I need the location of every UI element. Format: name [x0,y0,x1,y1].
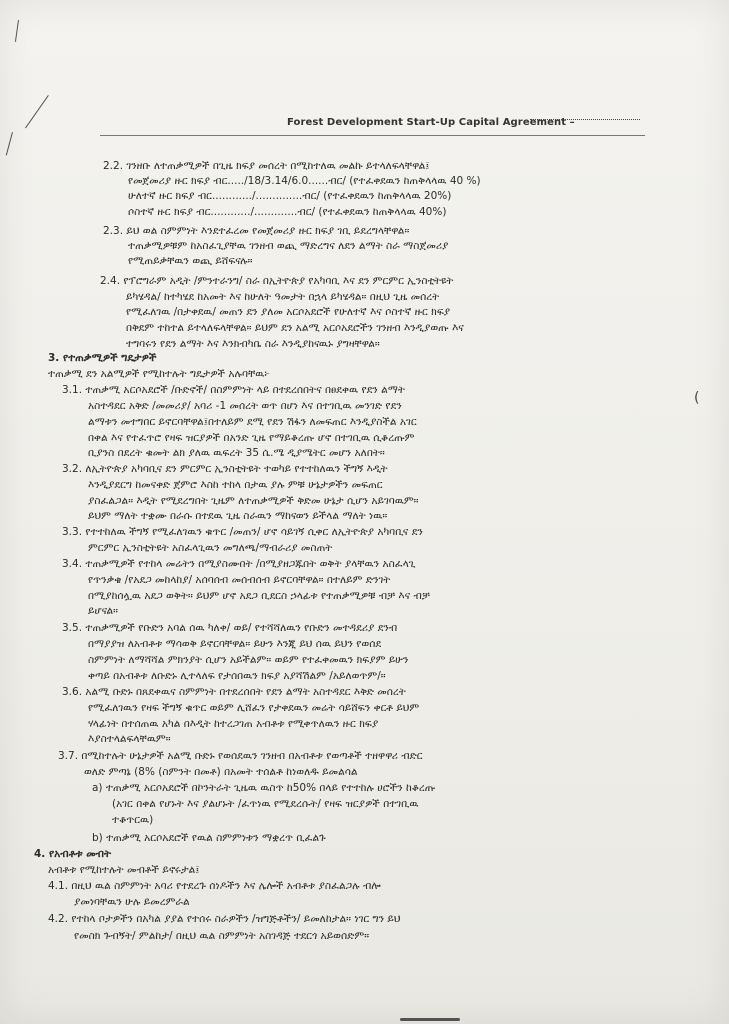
text-line: በቀል እና የተፈጥሮ የዛፍ ዝርያዎች በአንድ ጊዜ የማይቆረጡ ሆኖ በተገቢዉ ሲቆረጡም [88,432,415,444]
text-line: የሚፈለገዉን የዛፍ ችግኝ ቁጥር ወይም ሊሸፈን የታቀደዉን መሬት ሳይሸፍን ቀርቶ ይህም [88,702,420,714]
text-line: ይካሄዳል/ ከተካሄደ ከአመት እና ከሁለት ዓመታት በኋላ ይካሄዳል። በዚህ ጊዜ መሰረት [126,291,440,303]
text-line: የጥንቃቄ /የአደጋ መከላከያ/ አሰባሰብ መሰብሰብ ይኖርባቸዋል። በተለይም ድንገት [88,574,391,586]
text-line: ልማቱን መተግበር ይኖርባቸዋል፤በተለይም ደሚ የደን ሽፋን ለመፍጠር እንዲያስችል አገር [88,416,417,428]
text-line: እንዲያደርግ ከመናቀድ ጀምሮ እስከ ተከላ በታዉ ያሉ ምቹ ሁኔታዎችን መፍጠር [88,479,383,491]
text-line: ወለድ ምጣኔ (8% (ስምንት በመቶ) በአመት ተሰልቶ ከነወለዱ ይመልሳል [84,766,358,778]
margin-bracket: ( [694,390,700,406]
section-heading: 3. የተጠቃሚዎች ግዴታዎች [48,352,157,364]
text-line: ተግባሩን የደን ልማት እና እንክብካቤ ስራ እንዲያከናዉኑ ያግዛቸዋል። [126,338,380,350]
text-line: ሁለተኛ ዙር ክፍያ ብር............/..............ብር/ (የተፈቀደዉን ከጠቅላላዉ 20%) [128,190,452,202]
text-line: 2.4. የፕሮግራም አዲት /ምንተራንግ/ ስራ በኢትዮጵያ የአካባቢ እና ደን ምርምር ኢንስቲትዩት [100,275,454,287]
section-heading: 4. የአብቶቱ መብት [34,848,112,860]
text-line: ያመነባቸዉን ሁሉ ይመረምራል [74,896,190,908]
document-header: Forest Development Start-Up Capital Agreement – [287,117,575,128]
text-line: 3.4. ተጠቃሚዎች የተከላ መሬትን በሚያስሙበት /በሚያዘጋጁበት ወቅት ያላቸዉን አስፈላጊ [62,558,416,570]
text-line: ተጠቃሚዎቹም ከአስፈጊያቸዉ ገንዘብ ወጪ ማድረግና ለደን ልማት ስራ ማስጀመሪያ [128,240,449,252]
text-line: 2.3. ይህ ወል ስምምነት እንደተፈረመ የመጀመሪያ ዙር ክፍያ ገቢ ይደረግላቸዋል። [103,225,410,237]
text-line: (አገር በቀል የሆኑት እና ያልሆኑት /ፈጥነዉ የሚደረሱት/ የዛፍ ዝርያዎች በተገቢዉ [112,798,419,810]
header-rule [100,135,645,136]
text-line: ሶስተኛ ዙር ክፍያ ብር............/.............ብር/ (የተፈቀደዉን ከጠቅላላዉ 40%) [128,206,447,218]
text-line: 4.2. የተከላ ቦታዎችን በአካል ያያል የተሰሩ ስራዎችን /ዝግጅቶችን/ ይመለከታል። ነገር ግን ይህ [48,913,401,925]
text-line: 3.3. የተተከለዉ ችግኝ የሚፈለገዉን ቁጥር /መጠን/ ሆኖ ሳይገኝ ሲቀር ለኢትዮጵያ አካባቢና ደን [62,526,423,538]
text-line: በቅደም ተከተል ይተላለፍላቸዋል። ይህም ደን አልሚ አርሶአደሮችን ገንዘብ እንዲያወጡ እና [126,322,464,334]
text-line: የሚጠይቃቸዉን ወጪ ይሸፍናሉ። [128,255,253,267]
text-line: ሃላፊነት በተሰጠዉ አካል በእዲት ከተረጋገጠ አብቶቱ የሚቀጥለዉን ዙር ክፍያ [88,718,379,730]
text-line: የመስክ ጉብኝት/ ምልከታ/ በዚህ ዉል ስምምነት አስገዳጅ ተደርጎ አይወሰድም። [74,930,370,942]
text-line: 2.2. ገንዘቡ ለተጠቃሚዎች በጊዜ ክፍያ መሰረት በሚከተለዉ መልኩ ይተላለፍላቸዋል፤ [103,160,430,172]
text-line: የሚፈለገዉ /በታቀደዉ/ መጠን ደን ያለመ አርሶአደሮች የሁለተኛ እና ሶስተኛ ዙር ክፍያ [126,306,451,318]
text-line: ስምምነት ለማሻሻል ምክንያት ሲሆን አይችልም። ወይም የተፈቀመዉን ክፍያም ይሁን [88,654,409,666]
pen-mark [25,95,49,128]
text-line: አስተዳደር አቅድ /መመሪያ/ አባሪ -1 መሰረት ወጥ በሆነ እና በተገቢዉ መንገድ የደን [88,400,402,412]
text-line: እያስተላልፍላቸዉም። [88,733,171,745]
text-line: b) ተጠቃሚ አርሶአደሮች የዉል ስምምነቱን ማቋረጥ ቢፈልጉ [92,832,326,844]
text-line: የመጀመሪያ ዙር ክፍያ ብር...../18/3.14/6.0......ብር/ (የተፈቀደዉን ከጠቅላላዉ 40 %) [128,175,481,187]
text-line: በማያያዝ ለአብቶቱ ማሳወቅ ይኖርባቸዋል። ይሁን እንጂ ይህ ሰዉ ይህን የወሰደ [88,638,382,650]
text-line: ቢያንስ በደረት ቁመት ልክ ያለዉ ዉፍረት 35 ሴ.ሜ ዲያሜትር መሆን አለበት። [88,447,385,459]
header-dotted-line [530,119,640,120]
text-line: 3.2. ለኢትዮጵያ አካባቢና ደን ምርምር ኢንስቲትዩት ተወካይ የተተከለዉን ችግኝ እዲት [62,463,388,475]
pen-mark [6,132,13,155]
text-line: a) ተጠቃሚ አርሶአደሮች በኮንትራት ጊዜዉ ዉስጥ ከ50% በላይ የተተከሉ ሀሮችን ከቆረጡ [92,782,436,794]
text-line: ይህም ማለት ተቋሙ በራሱ በተደዉ ጊዜ ስራዉን ማከናወን ይችላል ማለት ነዉ። [88,510,388,522]
text-line: ያስፈልጋል። እዲት የሚደረግበት ጊዜም ለተጠቃሚዎች ቅድመ ሁኔታ ሲሆን አይገባዉም። [88,495,419,507]
text-line: 3.1. ተጠቃሚ አርሶአደሮች /ቡድኖች/ በስምምነት ላይ በተደረሰበትና በፀደቀዉ የደን ልማት [62,384,405,396]
page-edge-mark [400,1018,460,1021]
pen-mark [15,20,19,42]
text-line: በሚያከሰሏዉ አደጋ ወቅት። ይህም ሆኖ አደጋ ቢደርስ ኃላፊቱ የተጠቃሚዎቹ ብቻ እና ብቻ [88,590,430,602]
text-line: ቀጣይ በአብቶቱ ለቡድኑ ሊተላለፍ የታሰበዉን ክፍያ አያሻሽልም /አይለወጥም/። [88,670,386,682]
text-line: 4.1. በዚህ ዉል ስምምነት አባሪ የተደረጉ ሰነዶችን እና ሌሎች አብቶቱ ያስፈልጋሉ ብሎ [48,880,381,892]
text-line: 3.7. በሚከተሉት ሁኔታዎች አልሚ ቡድኑ የወሰደዉን ገንዘብ በአብቶቱ የወጣቶች ተዘዋዋሪ ብድር [58,750,423,762]
text-line: 3.5. ተጠቃሚዎች የቡድን አባል ሰዉ ካለቀ/ ወይ/ የተሻሻለዉን የቡድን መተዳደሪያ ደንብ [62,622,398,634]
text-line: ምርምር ኢንስቲትዩት አስፈላጊዉን መግለጫ/ማብራሪያ መስጠት [88,542,333,554]
text-line: ይሆናል። [88,605,119,617]
text-line: ተጠቃሚ ደን አልሚዎች የሚከተሉት ግዴታዎች አሉባቸዉ፦ [48,368,270,380]
text-line: ተቆጥርዉ) [112,814,154,826]
text-line: 3.6. አልሚ ቡድኑ በጸደቀዉና ስምምነት በተደረሰበት የደን ልማት አስተዳደር እቅድ መሰረት [62,686,406,698]
text-line: አብቶቱ የሚከተሉት መብቶች ይኖሩታል፤ [48,864,200,876]
